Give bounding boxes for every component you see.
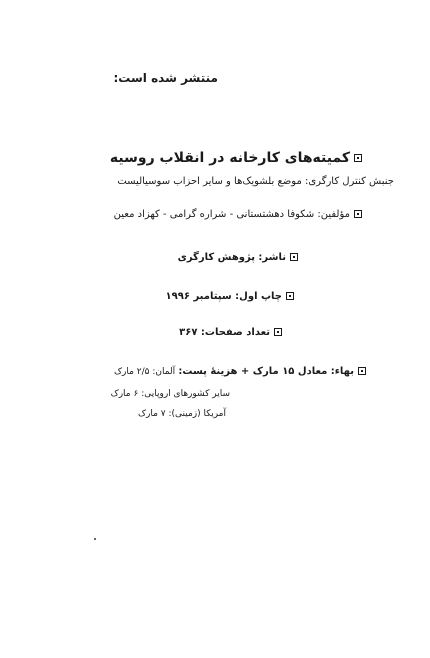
- first-print-line: [166, 291, 294, 302]
- stray-mark: [94, 538, 96, 540]
- bullet-square-icon: [274, 328, 282, 336]
- publisher-text: ناشر: پژوهش کارگری: [177, 252, 286, 263]
- price-america-line: آمریکا (زمینی): ۷ مارک: [137, 409, 226, 419]
- bullet-square-icon: [358, 367, 366, 375]
- book-title: [110, 150, 362, 166]
- book-subtitle: جنبش کنترل کارگری: موضع بلشویک‌ها و سایر احزاب سوسیالیست: [117, 176, 394, 187]
- pages-text: تعداد صفحات: ۳۶۷: [179, 327, 270, 338]
- publisher-line: [178, 252, 298, 263]
- price-germany-text: آلمان: ۲/۵ مارک: [113, 367, 176, 377]
- first-print-text: چاپ اول: سپتامبر ۱۹۹۶: [165, 291, 282, 302]
- authors-text: مؤلفین: شکوفا دهشتستانی - شراره گرامی - کهزاد معین: [113, 209, 350, 220]
- published-heading: منتشر شده است:: [113, 71, 218, 85]
- price-main-text: بهاء: معادل ۱۵ مارک + هزینهٔ پست:: [178, 366, 354, 377]
- bullet-square-icon: [354, 154, 362, 162]
- price-line: [114, 366, 366, 377]
- authors-line: [114, 209, 362, 220]
- book-title-text: کمیته‌های کارخانه در انقلاب روسیه: [109, 150, 350, 166]
- price-europe-line: سایر کشورهای اروپایی: ۶ مارک: [110, 389, 230, 399]
- bullet-square-icon: [354, 210, 362, 218]
- bullet-square-icon: [286, 292, 294, 300]
- pages-line: [179, 327, 282, 338]
- bullet-square-icon: [290, 253, 298, 261]
